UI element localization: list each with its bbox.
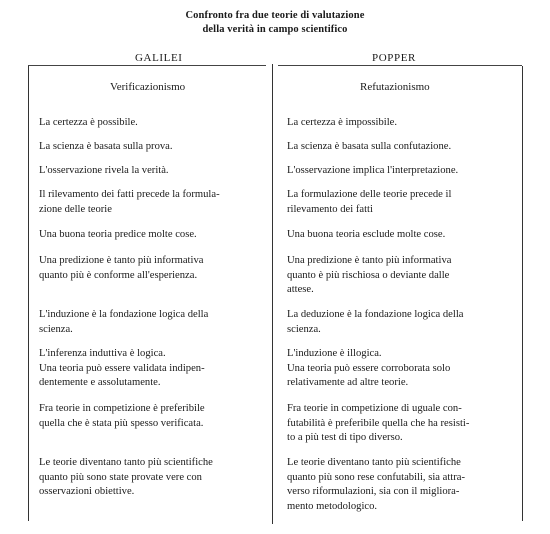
title-line-2: della verità in campo scientifico [202, 24, 348, 35]
left-row-10: Le teorie diventano tanto più scientifiche quanto più sono state provate vere con osservazioni obiettive. [39, 457, 213, 497]
right-row-2: La scienza è basata sulla confutazione. [287, 141, 452, 152]
subheading-verificazionismo: Verificazionismo [110, 81, 186, 93]
column-heading-popper: POPPER [372, 52, 416, 64]
header-rule-right [278, 65, 522, 66]
left-row-8: L'inferenza induttiva è logica. Una teoria può essere validata indipen- dentemente e assolutamente. [39, 348, 205, 388]
header-rule-left [28, 65, 266, 66]
left-row-7: L'induzione è la fondazione logica della scienza. [39, 309, 209, 335]
left-row-1: La certezza è possibile. [39, 117, 138, 128]
right-row-10: Le teorie diventano tanto più scientifiche quanto più sono rese confutabili, sia attra- verso riformulazioni, sia con il migliora- mento metodologico. [287, 457, 465, 512]
left-row-2: La scienza è basata sulla prova. [39, 141, 173, 152]
table-border-right [522, 66, 523, 521]
title-line-1: Confronto fra due teorie di valutazione [185, 10, 365, 21]
table-border-left [28, 66, 29, 521]
subheading-refutazionismo: Refutazionismo [360, 81, 430, 93]
right-row-6: Una predizione è tanto più informativa quanto è più rischiosa o deviante dalle attese. [287, 255, 452, 295]
left-row-5: Una buona teoria predice molte cose. [39, 229, 197, 240]
left-row-3: L'osservazione rivela la verità. [39, 165, 169, 176]
right-row-4: La formulazione delle teorie precede il rilevamento dei fatti [287, 189, 452, 215]
left-row-6: Una predizione è tanto più informativa quanto più è conforme all'esperienza. [39, 255, 204, 281]
right-row-1: La certezza è impossibile. [287, 117, 398, 128]
right-row-9: Fra teorie in competizione di uguale con- futabilità è preferibile quella che ha resisti- to a più test di tipo diverso. [287, 403, 470, 443]
document-title [0, 9, 550, 37]
column-heading-galilei: GALILEI [135, 52, 183, 64]
table-divider-middle [272, 64, 273, 524]
right-row-5: Una buona teoria esclude molte cose. [287, 229, 446, 240]
right-row-8: L'induzione è illogica. Una teoria può essere corroborata solo relativamente ad altre teorie. [287, 348, 451, 388]
right-row-7: La deduzione è la fondazione logica della scienza. [287, 309, 464, 335]
right-row-3: L'osservazione implica l'interpretazione. [287, 165, 459, 176]
left-row-9: Fra teorie in competizione è preferibile quella che è stata più spesso verificata. [39, 403, 205, 429]
left-row-4: Il rilevamento dei fatti precede la formula- zione delle teorie [39, 189, 220, 215]
